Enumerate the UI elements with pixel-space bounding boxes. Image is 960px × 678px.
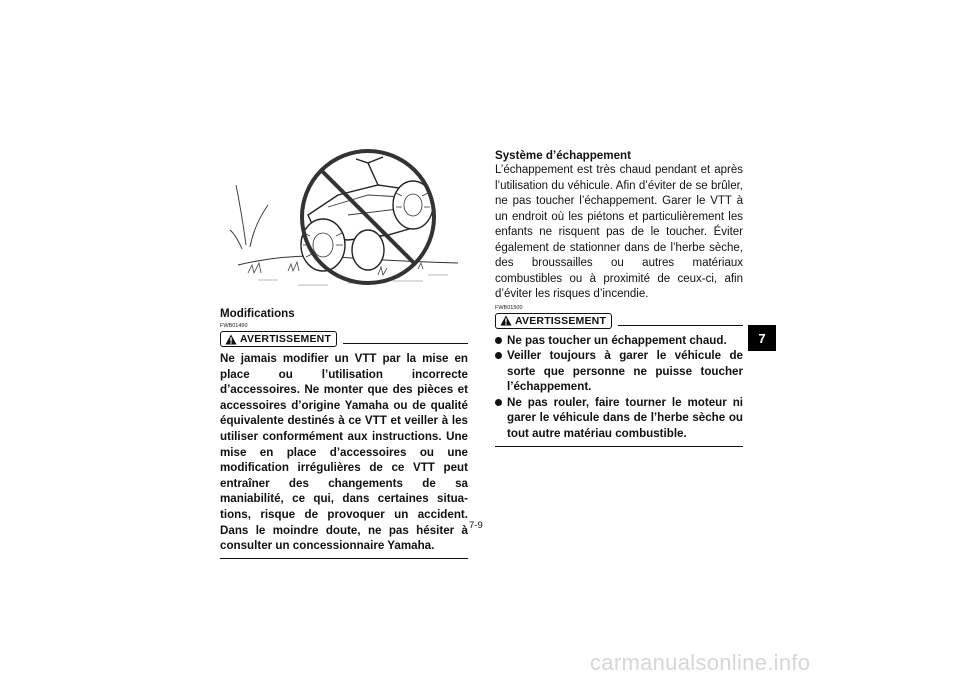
- section-heading-exhaust: Système d’échappement: [495, 149, 631, 162]
- bullet-icon: [495, 399, 502, 406]
- warning-text: Ne jamais modifier un VTT par la mise en place ou l’utilisation incorrecte d’accessoires. Ne monter que des pièces et accessoires d’origine Yamaha ou de qualité équivalente destinés à ce VTT et veiller à les utiliser conformément aux instructions. Une mise en place d’accessoires ou une modification irrégulières de ce VTT peut entraîner des changements de sa maniabilité, ce qui, dans certaines situations, risque de provoquer un accident. Dans le moindre doute, ne pas hésiter à consulter un concessionnaire Yamaha.: [220, 352, 468, 553]
- prohibition-icon: [228, 145, 468, 305]
- warning-list: [495, 333, 743, 442]
- bullet-icon: [495, 352, 502, 359]
- no-atv-parking-illustration: [228, 145, 468, 305]
- modifications-section: [220, 306, 468, 559]
- list-item: Ne pas rouler, faire tourner le moteur ni garer le véhicule dans de l’herbe sèche ou tout autre matériau combustible.: [495, 395, 743, 442]
- page-number: 7-9: [469, 520, 483, 531]
- chapter-tab: 7: [748, 325, 776, 351]
- warning-badge: [495, 313, 612, 329]
- list-item: Veiller toujours à garer le véhicule de sorte que personne ne puisse toucher l’échappement.: [495, 348, 743, 395]
- warning-rule: [343, 343, 468, 344]
- list-item: Ne pas toucher un échappement chaud.: [495, 333, 743, 349]
- bullet-icon: [495, 337, 502, 344]
- watermark: carmanualsonline.info: [590, 650, 811, 675]
- exhaust-description: L’échappement est très chaud pendant et après l’utilisation du véhicule. Afin d’éviter de se brûler, ne pas toucher l’échappement. Garer le VTT à un endroit où les piétons et particulièrement les enfants ne risquent pas de le toucher. Éviter également de stationner dans de l’herbe sèche, des broussailles ou autres matériaux combustibles ou à proximité de ceux-ci, afin d’éviter les risques d’incendie.: [495, 164, 743, 300]
- section-heading-modifications: Modifications: [220, 307, 295, 320]
- warning-rule: [618, 325, 743, 326]
- exhaust-section: [495, 148, 743, 447]
- warning-header: [495, 313, 743, 329]
- section-end-rule: [495, 446, 743, 447]
- warning-triangle-icon: [500, 315, 512, 326]
- warning-label: AVERTISSEMENT: [240, 333, 332, 345]
- warning-header: [220, 331, 468, 347]
- warning-label: AVERTISSEMENT: [515, 314, 607, 327]
- reference-code: FWB01500: [495, 304, 523, 311]
- reference-code: FWB01490: [220, 323, 248, 329]
- warning-triangle-icon: [225, 334, 237, 345]
- section-end-rule: [220, 558, 468, 559]
- warning-badge: [220, 331, 337, 347]
